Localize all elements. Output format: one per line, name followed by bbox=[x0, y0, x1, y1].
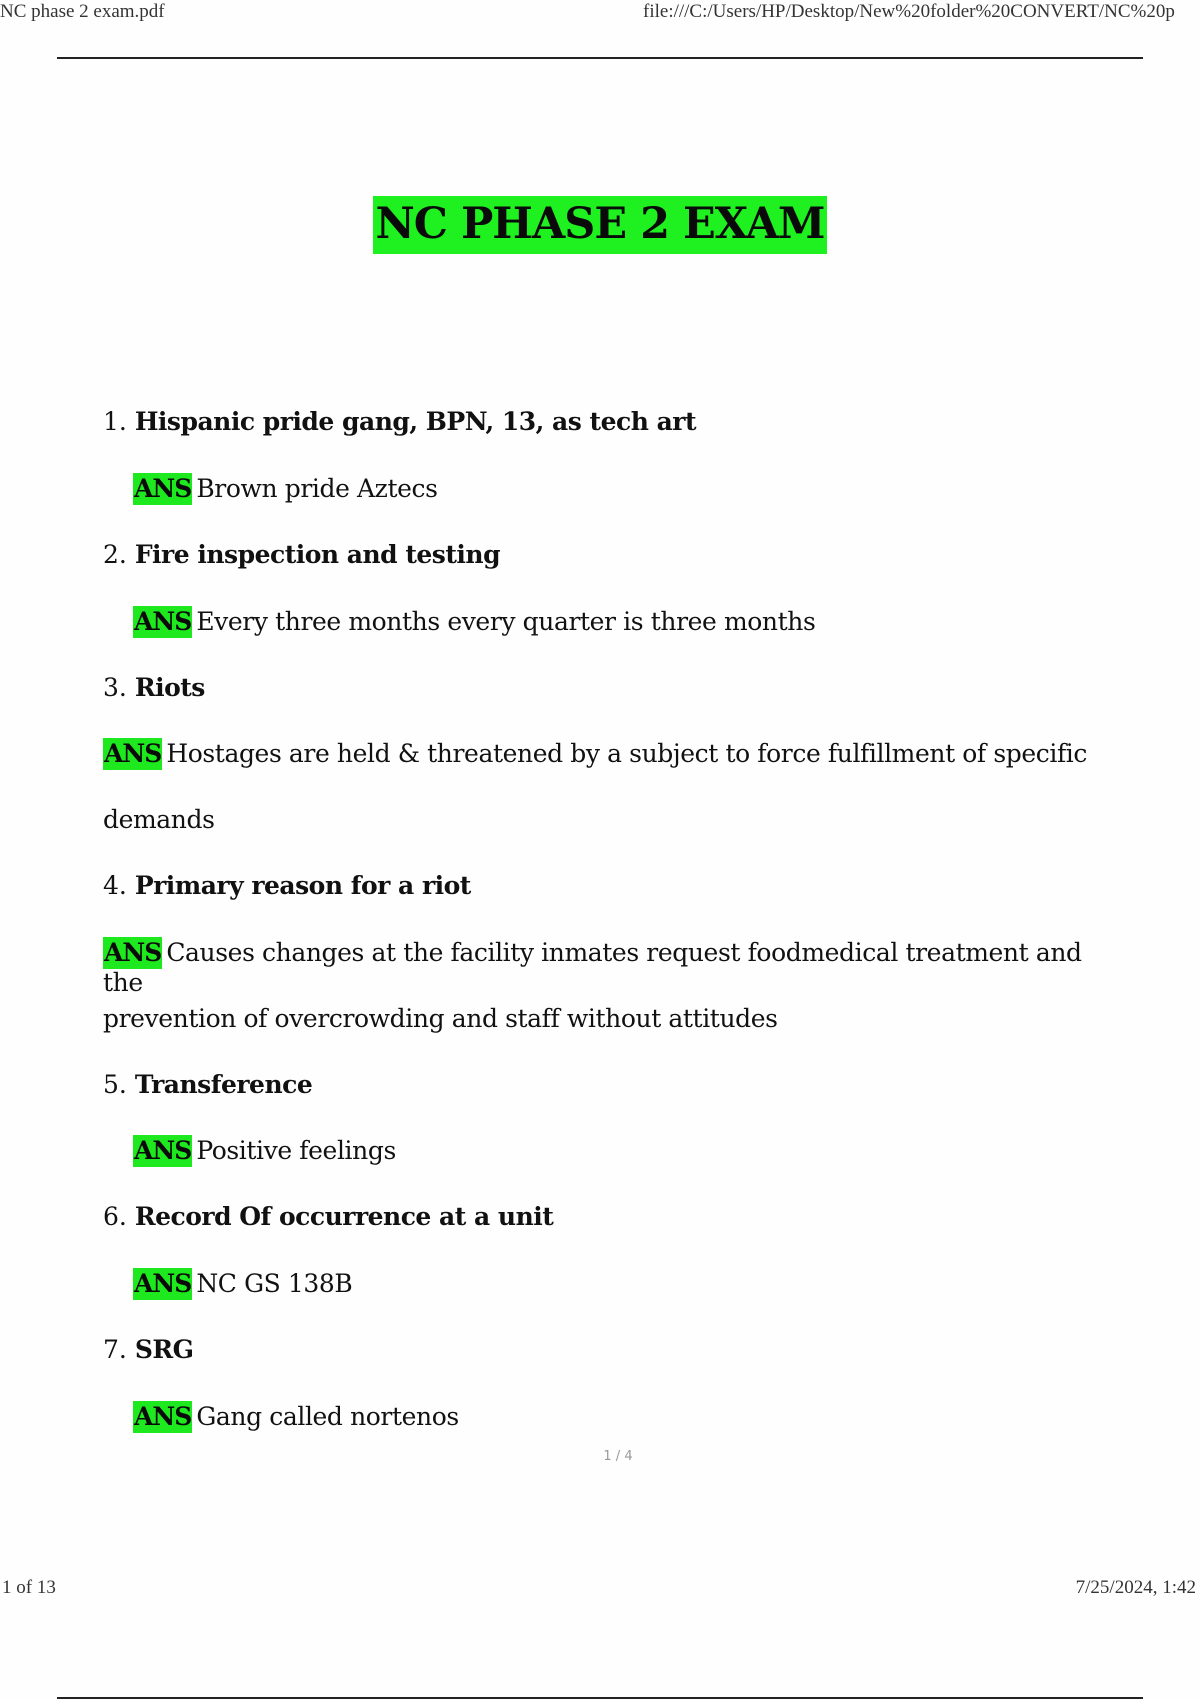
title-container bbox=[0, 196, 1200, 254]
question-text: SRG bbox=[134, 1335, 194, 1364]
question-7 bbox=[103, 1335, 1103, 1365]
ans-highlight-label: ANS bbox=[134, 1136, 192, 1165]
print-footer-page-count: 1 of 13 bbox=[2, 1577, 56, 1598]
question-text: Primary reason for a riot bbox=[134, 871, 471, 900]
answer-2 bbox=[103, 607, 1133, 637]
answer-text: Positive feelings bbox=[196, 1136, 396, 1165]
question-text: Transference bbox=[134, 1070, 313, 1099]
answer-1 bbox=[103, 474, 1133, 504]
question-3 bbox=[103, 673, 1103, 703]
ans-highlight-label: ANS bbox=[134, 474, 192, 503]
ans-highlight-label: ANS bbox=[134, 1269, 192, 1298]
header-rule bbox=[57, 57, 1143, 59]
question-text: Fire inspection and testing bbox=[134, 540, 501, 569]
answer-text: Causes changes at the facility inmates request foodmedical treatment and the bbox=[103, 938, 1082, 997]
question-5 bbox=[103, 1070, 1103, 1100]
answer-3-continuation: demands bbox=[103, 805, 215, 834]
footer-rule bbox=[57, 1697, 1143, 1699]
ans-highlight-label: ANS bbox=[104, 938, 162, 967]
question-number: 7. bbox=[103, 1335, 127, 1364]
print-footer-timestamp: 7/25/2024, 1:42 bbox=[1075, 1577, 1196, 1598]
question-number: 4. bbox=[103, 871, 127, 900]
question-2 bbox=[103, 540, 1103, 570]
question-text: Hispanic pride gang, BPN, 13, as tech art bbox=[134, 407, 697, 436]
question-1 bbox=[103, 407, 1103, 437]
answer-4-continuation: prevention of overcrowding and staff without attitudes bbox=[103, 1004, 778, 1033]
question-number: 5. bbox=[103, 1070, 127, 1099]
document-title: NC PHASE 2 EXAM bbox=[373, 196, 826, 254]
question-number: 3. bbox=[103, 673, 127, 702]
question-6 bbox=[103, 1202, 1103, 1232]
answer-5 bbox=[103, 1136, 1133, 1166]
ans-highlight-label: ANS bbox=[134, 1402, 192, 1431]
ans-highlight-label: ANS bbox=[134, 607, 192, 636]
question-number: 2. bbox=[103, 540, 127, 569]
answer-text: Hostages are held & threatened by a subject to force fulfillment of specific bbox=[166, 739, 1087, 768]
print-header-filename: NC phase 2 exam.pdf bbox=[0, 1, 165, 22]
question-number: 6. bbox=[103, 1202, 127, 1231]
answer-text: Gang called nortenos bbox=[196, 1402, 459, 1431]
page-indicator: 1 / 4 bbox=[603, 1449, 633, 1464]
question-text: Record Of occurrence at a unit bbox=[134, 1202, 554, 1231]
question-number: 1. bbox=[103, 407, 127, 436]
ans-highlight-label: ANS bbox=[104, 739, 162, 768]
question-4 bbox=[103, 871, 1103, 901]
answer-text: Brown pride Aztecs bbox=[196, 474, 438, 503]
answer-3 bbox=[103, 739, 1103, 769]
answer-7 bbox=[103, 1402, 1133, 1432]
question-text: Riots bbox=[134, 673, 205, 702]
print-header-url: file:///C:/Users/HP/Desktop/New%20folder%20CONVERT/NC%20p bbox=[643, 1, 1175, 22]
answer-6 bbox=[103, 1269, 1133, 1299]
answer-text: Every three months every quarter is three months bbox=[196, 607, 816, 636]
answer-4 bbox=[103, 938, 1103, 998]
answer-text: NC GS 138B bbox=[196, 1269, 353, 1298]
